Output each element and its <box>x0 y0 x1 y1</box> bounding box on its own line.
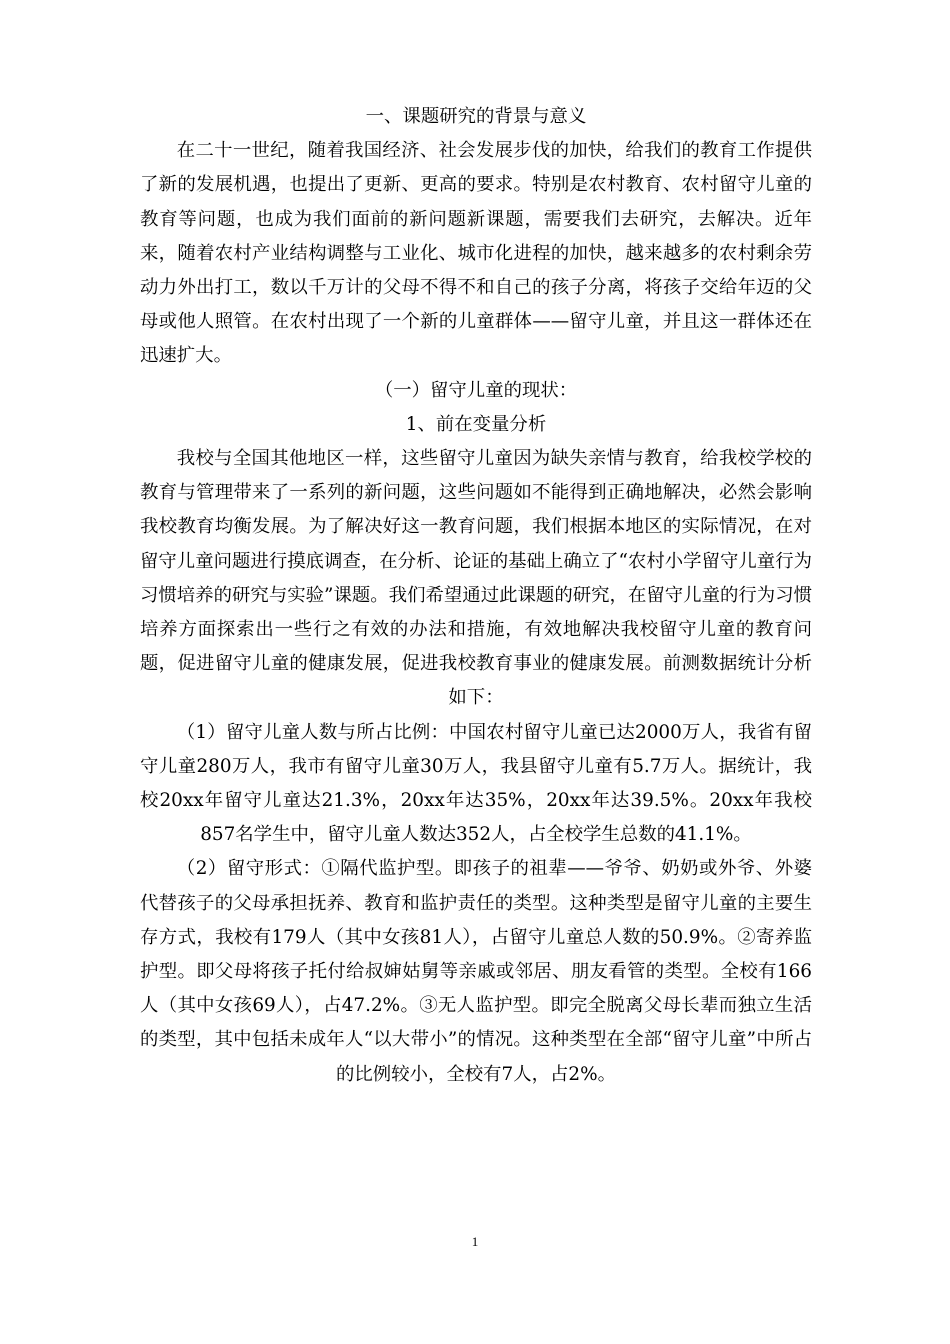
subsubsection-title: 1、前在变量分析 <box>405 413 547 435</box>
paragraph-background: 在二十一世纪，随着我国经济、社会发展步伐的加快，给我们的教育工作提供了新的发展机遇，也提出了更新、更高的要求。特别是农村教育、农村留守儿童的教育等问题，也成为我们面前的新问题新课题，需要我们去研究，去解决。近年来，随着农村产业结构调整与工业化、城市化进程的加快，越来越多的农村剩余劳动力外出打工，数以千万计的父母不得不和自己的孩子分离，将孩子交给年迈的父母或他人照管。在农村出现了一个新的儿童群体——留守儿童，并且这一群体还在迅速扩大。 <box>140 140 812 367</box>
paragraph-analysis: 我校与全国其他地区一样，这些留守儿童因为缺失亲情与教育，给我校学校的教育与管理带来了一系列的新问题，这些问题如不能得到正确地解决，必然会影响我校教育均衡发展。为了解决好这一教育问题，我们根据本地区的实际情况，在对留守儿童问题进行摸底调查，在分析、论证的基础上确立了“农村小学留守儿童行为习惯培养的研究与实验”课题。我们希望通过此课题的研究，在留守儿童的行为习惯培养方面探索出一些行之有效的办法和措施，有效地解决我校留守儿童的教育问题，促进留守儿童的健康发展，促进我校教育事业的健康发展。前测数据统计分析如下： <box>140 448 812 709</box>
section-title: 一、课题研究的背景与意义 <box>365 106 587 127</box>
document-page <box>140 0 812 1092</box>
paragraph-point-1: （1）留守儿童人数与所占比例：中国农村留守儿童已达2000万人，我省有留守儿童280万人，我市有留守儿童30万人，我县留守儿童有5.7万人。据统计，我校20xx年留守儿童达21.3%，20xx年达35%，20xx年达39.5%。20xx年我校857名学生中，留守儿童人数达352人，占全校学生总数的41.1%。 <box>140 721 812 846</box>
page-number: 1 <box>471 1234 479 1249</box>
paragraph-point-2: （2）留守形式：①隔代监护型。即孩子的祖辈——爷爷、奶奶或外爷、外婆代替孩子的父母承担抚养、教育和监护责任的类型。这种类型是留守儿童的主要生存方式，我校有179人（其中女孩81人），占留守儿童总人数的50.9%。②寄养监护型。即父母将孩子托付给叔婶姑舅等亲戚或邻居、朋友看管的类型。全校有166人（其中女孩69人），占47.2%。③无人监护型。即完全脱离父母长辈而独立生活的类型，其中包括未成年人“以大带小”的情况。这种类型在全部“留守儿童”中所占的比例较小，全校有7人，占2%。 <box>140 858 812 1085</box>
subsection-title: （一）留守儿童的现状： <box>374 379 578 401</box>
